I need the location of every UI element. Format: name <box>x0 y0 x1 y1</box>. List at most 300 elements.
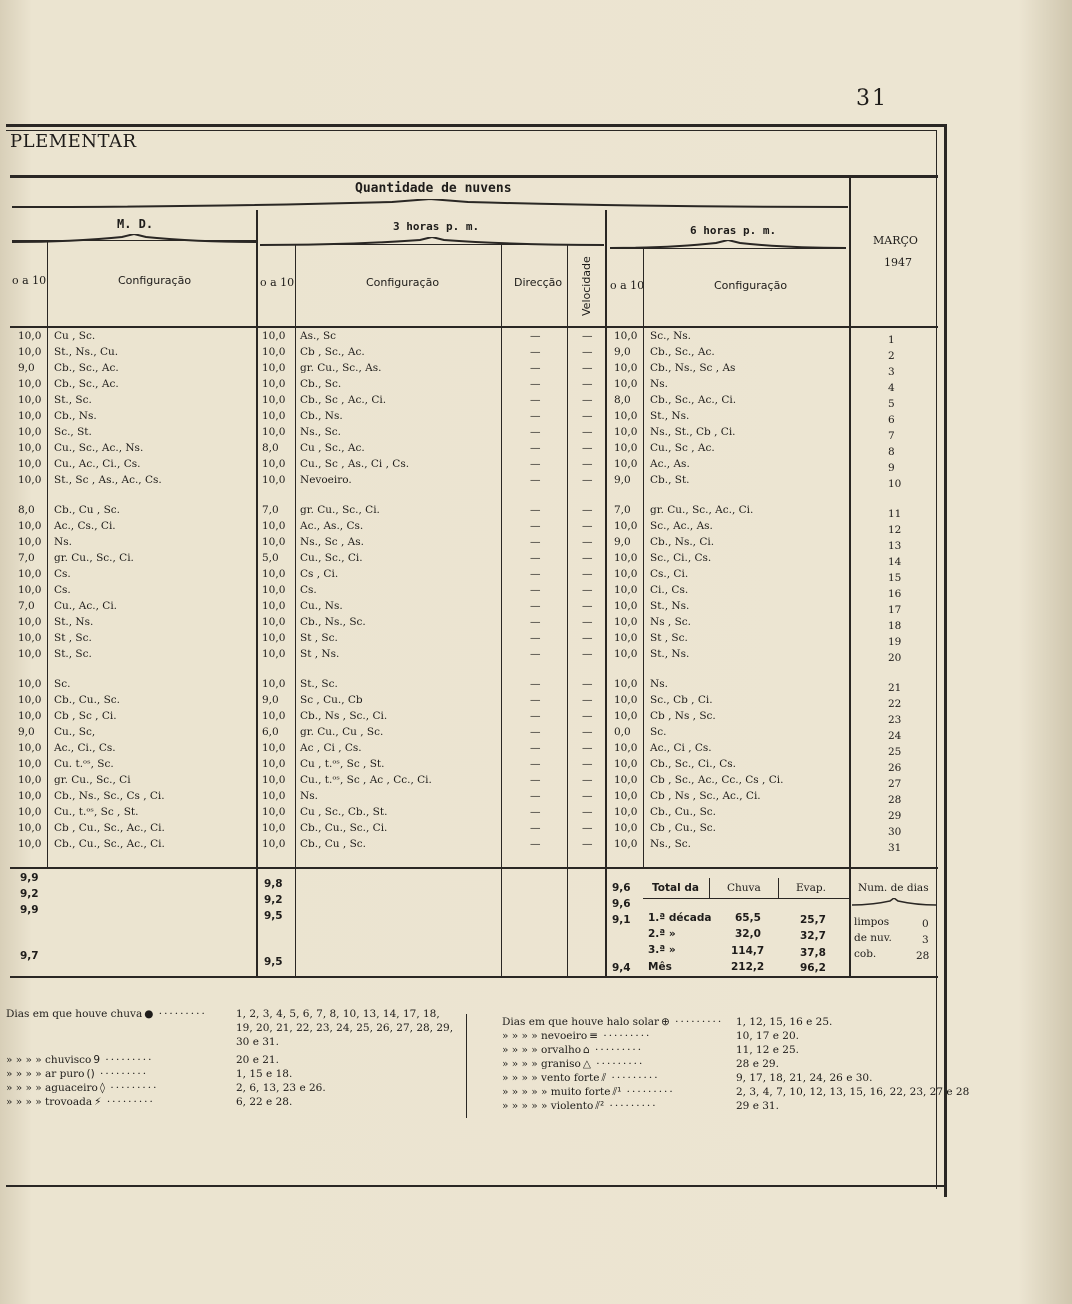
leader-dots: ········· <box>590 1058 645 1070</box>
md-value: 10,0 <box>18 806 42 818</box>
table-row <box>0 474 940 490</box>
velocidade-value: — <box>582 726 593 738</box>
decada-3-evap: 37,8 <box>800 947 826 959</box>
md-config: Cu., Ac., Ci., Cs. <box>54 458 141 470</box>
direccao-value: — <box>530 504 541 516</box>
h6-value: 10,0 <box>614 378 638 390</box>
table-row <box>0 600 940 616</box>
velocidade-value: — <box>582 474 593 486</box>
h3-config: gr. Cu., Sc., As. <box>300 362 382 374</box>
day-number: 18 <box>888 620 902 632</box>
h6-value: 10,0 <box>614 694 638 706</box>
limpos-label: limpos <box>854 916 890 928</box>
h6-config: Ns., Sc. <box>650 838 692 850</box>
table-row <box>0 426 940 442</box>
md-config: St., Ns., Cu. <box>54 346 119 358</box>
h3-value: 10,0 <box>262 536 286 548</box>
h6-value: 10,0 <box>614 600 638 612</box>
md-value: 10,0 <box>18 584 42 596</box>
weather-symbol-icon: ● <box>144 1008 154 1020</box>
md-config: Cb., Ns., Sc., Cs , Ci. <box>54 790 165 802</box>
h3-scale-header: o a 10 <box>260 276 295 289</box>
h6-value: 10,0 <box>614 362 638 374</box>
footnote-label-text: » » » » » violento <box>502 1100 594 1112</box>
mes-chuva: 212,2 <box>731 961 765 973</box>
decada-2-evap: 32,7 <box>800 930 826 942</box>
table-row <box>0 790 940 806</box>
h6-config: Ac., Ci , Cs. <box>650 742 712 754</box>
velocidade-value: — <box>582 774 593 786</box>
group-brace <box>12 199 848 209</box>
velocidade-value: — <box>582 520 593 532</box>
footnote-label <box>502 1030 651 1042</box>
footnote-days: 10, 17 e 20. <box>736 1030 799 1042</box>
h3-value: 10,0 <box>262 410 286 422</box>
md-config: Cu., Sc., Ac., Ns. <box>54 442 144 454</box>
num-dias-brace <box>852 898 936 908</box>
day-number: 1 <box>888 334 895 346</box>
h3-config: gr. Cu., Sc., Ci. <box>300 504 380 516</box>
h6-config: Cs., Ci. <box>650 568 689 580</box>
table-row <box>0 648 940 664</box>
direccao-value: — <box>530 378 541 390</box>
md-config: Cb , Sc , Ci. <box>54 710 117 722</box>
h3-value: 10,0 <box>262 474 286 486</box>
weather-symbol-icon: () <box>86 1068 95 1080</box>
velocidade-value: — <box>582 552 593 564</box>
direccao-header: Direcção <box>514 276 563 289</box>
h6-config: Cb., Cu., Sc. <box>650 806 716 818</box>
h3-value: 7,0 <box>262 504 279 516</box>
md-value: 7,0 <box>18 552 35 564</box>
velocidade-value: — <box>582 678 593 690</box>
table-row <box>0 710 940 726</box>
table-row <box>0 742 940 758</box>
h3-config: Cu., t.ᵒˢ, Sc , Ac , Cc., Ci. <box>300 774 432 786</box>
velocidade-value: — <box>582 362 593 374</box>
h3-config: Cs , Ci. <box>300 568 339 580</box>
footnote-days: 29 e 31. <box>736 1100 779 1112</box>
direccao-value: — <box>530 648 541 660</box>
num-dias-label: Num. de dias <box>858 882 929 894</box>
md-config: Cu. t.ᵒˢ, Sc. <box>54 758 114 770</box>
h3-value: 10,0 <box>262 838 286 850</box>
md-config: Sc., St. <box>54 426 92 438</box>
day-number: 2 <box>888 350 895 362</box>
md-brace <box>12 234 256 244</box>
md-config: Cb., Cu., Sc. <box>54 694 120 706</box>
velocidade-value: — <box>582 838 593 850</box>
footnote-days: 19, 20, 21, 22, 23, 24, 25, 26, 27, 28, 29, <box>236 1022 454 1034</box>
h3-value: 10,0 <box>262 520 286 532</box>
table-row <box>0 520 940 536</box>
direccao-value: — <box>530 458 541 470</box>
footnote-days: 9, 17, 18, 21, 24, 26 e 30. <box>736 1072 873 1084</box>
direccao-value: — <box>530 520 541 532</box>
table-row <box>0 410 940 426</box>
h6-summary-3: 9,1 <box>612 914 631 926</box>
md-config: Ns. <box>54 536 72 548</box>
direccao-value: — <box>530 616 541 628</box>
day-number: 15 <box>888 572 902 584</box>
weather-symbol-icon: ⊕ <box>661 1016 670 1028</box>
header-bottom-rule <box>10 326 938 328</box>
direccao-value: — <box>530 568 541 580</box>
leader-dots: ········· <box>606 1072 660 1084</box>
data-bottom-rule <box>10 867 938 869</box>
md-value: 10,0 <box>18 694 42 706</box>
h3-config: Cs. <box>300 584 317 596</box>
day-number: 4 <box>888 382 895 394</box>
footnote-label <box>6 1054 153 1066</box>
table-row <box>0 346 940 362</box>
md-config: Cu., Sc, <box>54 726 96 738</box>
year-label: 1947 <box>884 256 912 269</box>
h3-config: Cu., Sc , As., Ci , Cs. <box>300 458 410 470</box>
velocidade-value: — <box>582 346 593 358</box>
md-value: 10,0 <box>18 474 42 486</box>
h6-value: 10,0 <box>614 742 638 754</box>
h6-config: Ns , Sc. <box>650 616 692 628</box>
footnote-days: 6, 22 e 28. <box>236 1096 293 1108</box>
footnote-label-text: » » » » vento forte <box>502 1072 600 1084</box>
footnote-label-text: » » » » graniso <box>502 1058 581 1070</box>
md-config: Cb., Ns. <box>54 410 97 422</box>
day-number: 13 <box>888 540 902 552</box>
leader-dots: ········· <box>621 1086 675 1098</box>
h3-title: 3 horas p. m. <box>393 220 480 233</box>
table-row <box>0 536 940 552</box>
h3-config: Ns. <box>300 790 318 802</box>
h6-value: 8,0 <box>614 394 631 406</box>
velocidade-value: — <box>582 330 593 342</box>
md-value: 10,0 <box>18 330 42 342</box>
day-number: 29 <box>888 810 902 822</box>
h6-value: 10,0 <box>614 838 638 850</box>
footnote-label <box>502 1058 644 1070</box>
footnote-label <box>502 1072 660 1085</box>
footnote-label <box>502 1016 723 1028</box>
day-number: 25 <box>888 746 902 758</box>
md-config: Ac., Ci., Cs. <box>54 742 116 754</box>
h6-scale-header: o a 10 <box>610 279 645 292</box>
table-row <box>0 806 940 822</box>
day-number: 21 <box>888 682 902 694</box>
day-number: 20 <box>888 652 902 664</box>
md-config: gr. Cu., Sc., Ci. <box>54 552 134 564</box>
table-row <box>0 584 940 600</box>
h6-config: Ns. <box>650 378 668 390</box>
decada-3-label: 3.ª » <box>648 944 676 956</box>
md-config: Cb., Cu., Sc., Ac., Ci. <box>54 838 165 850</box>
h3-value: 10,0 <box>262 758 286 770</box>
direccao-value: — <box>530 758 541 770</box>
md-config: Cb., Sc., Ac. <box>54 362 119 374</box>
h6-config: Cb., Sc., Ac. <box>650 346 715 358</box>
table-top-rule <box>10 175 938 178</box>
h6-value: 10,0 <box>614 410 638 422</box>
direccao-value: — <box>530 426 541 438</box>
direccao-value: — <box>530 790 541 802</box>
velocidade-value: — <box>582 822 593 834</box>
direccao-value: — <box>530 822 541 834</box>
chuva-label: Chuva <box>727 882 761 894</box>
velocidade-value: — <box>582 694 593 706</box>
table-row <box>0 726 940 742</box>
velocidade-value: — <box>582 790 593 802</box>
h3-summary-month: 9,5 <box>264 956 283 968</box>
h3-value: 10,0 <box>262 600 286 612</box>
velocidade-value: — <box>582 394 593 406</box>
table-row <box>0 838 940 854</box>
md-config: Cb , Cu., Sc., Ac., Ci. <box>54 822 165 834</box>
table-row <box>0 822 940 838</box>
h6-title: 6 horas p. m. <box>690 224 777 237</box>
h6-value: 10,0 <box>614 648 638 660</box>
table-row <box>0 758 940 774</box>
md-value: 7,0 <box>18 600 35 612</box>
velocidade-value: — <box>582 806 593 818</box>
h6-value: 10,0 <box>614 710 638 722</box>
day-number: 6 <box>888 414 895 426</box>
h6-config: Sc., Ci., Cs. <box>650 552 712 564</box>
day-number: 10 <box>888 478 902 490</box>
h3-config: Ac., As., Cs. <box>300 520 364 532</box>
md-value: 9,0 <box>18 726 35 738</box>
direccao-value: — <box>530 394 541 406</box>
velocidade-value: — <box>582 378 593 390</box>
h3-config: Cb., Ns. <box>300 410 343 422</box>
decada-1-evap: 25,7 <box>800 914 826 926</box>
h6-value: 9,0 <box>614 474 631 486</box>
md-value: 10,0 <box>18 394 42 406</box>
md-value: 10,0 <box>18 442 42 454</box>
h3-config: Ns., Sc. <box>300 426 342 438</box>
h3-value: 10,0 <box>262 330 286 342</box>
velocidade-value: — <box>582 742 593 754</box>
h6-config: gr. Cu., Sc., Ac., Ci. <box>650 504 754 516</box>
h3-config: Ns., Sc , As. <box>300 536 364 548</box>
direccao-value: — <box>530 584 541 596</box>
footnote-label-text: » » » » orvalho <box>502 1044 582 1056</box>
md-value: 10,0 <box>18 378 42 390</box>
footnote-days: 20 e 21. <box>236 1054 279 1066</box>
footnote-days: 1, 2, 3, 4, 5, 6, 7, 8, 10, 13, 14, 17, 18, <box>236 1008 440 1020</box>
table-row <box>0 552 940 568</box>
footnote-label-text: » » » » nevoeiro <box>502 1030 588 1042</box>
leader-dots: ········· <box>589 1044 644 1056</box>
md-value: 10,0 <box>18 648 42 660</box>
h3-config: St., Sc. <box>300 678 338 690</box>
h6-value: 9,0 <box>614 346 631 358</box>
footnote-label <box>6 1096 155 1108</box>
velocidade-value: — <box>582 648 593 660</box>
velocidade-value: — <box>582 504 593 516</box>
md-summary-2: 9,2 <box>20 888 39 900</box>
h3-value: 10,0 <box>262 458 286 470</box>
footnote-label-text: » » » » chuvisco <box>6 1054 92 1066</box>
md-value: 10,0 <box>18 632 42 644</box>
table-row <box>0 330 940 346</box>
leader-dots: ········· <box>153 1008 207 1020</box>
md-config: Cb., Cu , Sc. <box>54 504 120 516</box>
leader-dots: ········· <box>598 1030 652 1042</box>
h3-value: 10,0 <box>262 394 286 406</box>
h3-value: 10,0 <box>262 774 286 786</box>
md-value: 10,0 <box>18 838 42 850</box>
day-number: 24 <box>888 730 902 742</box>
summary-divider <box>709 878 710 898</box>
h6-config: Cb., Ns., Sc , As <box>650 362 736 374</box>
h6-config: St., Ns. <box>650 410 690 422</box>
leader-dots: ········· <box>604 1100 658 1112</box>
md-value: 10,0 <box>18 774 42 786</box>
md-config: Cs. <box>54 568 71 580</box>
day-number: 5 <box>888 398 895 410</box>
md-value: 10,0 <box>18 822 42 834</box>
h6-config: Ns., St., Cb , Ci. <box>650 426 736 438</box>
h3-value: 10,0 <box>262 632 286 644</box>
footnote-label-text: Dias em que houve chuva <box>6 1008 143 1020</box>
footnote-label <box>6 1008 207 1020</box>
direccao-value: — <box>530 330 541 342</box>
day-number: 14 <box>888 556 902 568</box>
h3-config: Cu , Sc., Ac. <box>300 442 365 454</box>
denuv-value: 3 <box>922 934 929 946</box>
footnote-days: 1, 15 e 18. <box>236 1068 293 1080</box>
h6-config: St., Ns. <box>650 648 690 660</box>
md-title: M. D. <box>117 217 154 231</box>
h6-summary-2: 9,6 <box>612 898 631 910</box>
h6-value: 10,0 <box>614 552 638 564</box>
total-label: Total da <box>652 882 699 894</box>
decada-2-chuva: 32,0 <box>735 928 761 940</box>
md-config: Cu., Ac., Ci. <box>54 600 118 612</box>
h6-summary-1: 9,6 <box>612 882 631 894</box>
velocidade-value: — <box>582 632 593 644</box>
md-config: St., Sc , As., Ac., Cs. <box>54 474 162 486</box>
footnote-label <box>502 1044 643 1056</box>
h3-summary-1: 9,8 <box>264 878 283 890</box>
h3-config: Ac , Ci , Cs. <box>300 742 362 754</box>
table-row <box>0 504 940 520</box>
h3-brace <box>260 237 604 247</box>
md-summary-3: 9,9 <box>20 904 39 916</box>
footnote-label-text: Dias em que houve halo solar <box>502 1016 660 1028</box>
table-row <box>0 458 940 474</box>
h3-value: 10,0 <box>262 822 286 834</box>
day-number: 8 <box>888 446 895 458</box>
md-config: Cb., Sc., Ac. <box>54 378 119 390</box>
footnote-days: 2, 6, 13, 23 e 26. <box>236 1082 326 1094</box>
decada-3-chuva: 114,7 <box>731 945 765 957</box>
day-number: 26 <box>888 762 902 774</box>
h6-config: Sc., Cb , Ci. <box>650 694 713 706</box>
day-number: 22 <box>888 698 902 710</box>
md-summary-1: 9,9 <box>20 872 39 884</box>
h3-value: 10,0 <box>262 710 286 722</box>
h6-value: 10,0 <box>614 584 638 596</box>
md-config: Cu , Sc. <box>54 330 96 342</box>
direccao-value: — <box>530 552 541 564</box>
velocidade-value: — <box>582 616 593 628</box>
h3-config-header: Configuração <box>366 276 440 289</box>
velocidade-value: — <box>582 442 593 454</box>
direccao-value: — <box>530 600 541 612</box>
md-value: 10,0 <box>18 710 42 722</box>
direccao-value: — <box>530 838 541 850</box>
md-config: St., Ns. <box>54 616 94 628</box>
footnote-label-text: » » » » aguaceiro <box>6 1082 98 1094</box>
md-value: 10,0 <box>18 410 42 422</box>
md-value: 10,0 <box>18 536 42 548</box>
day-number: 16 <box>888 588 902 600</box>
h6-value: 9,0 <box>614 536 631 548</box>
h6-config: Cb., Sc., Ci., Cs. <box>650 758 737 770</box>
h3-value: 10,0 <box>262 568 286 580</box>
footnote-days: 11, 12 e 25. <box>736 1044 799 1056</box>
footnote-label-text: » » » » ar puro <box>6 1068 85 1080</box>
h3-config: gr. Cu., Cu , Sc. <box>300 726 384 738</box>
day-number: 28 <box>888 794 902 806</box>
md-config: gr. Cu., Sc., Ci <box>54 774 131 786</box>
h6-value: 10,0 <box>614 616 638 628</box>
h6-value: 10,0 <box>614 520 638 532</box>
velocidade-value: — <box>582 758 593 770</box>
mes-evap: 96,2 <box>800 962 826 974</box>
h3-config: Cb., Ns , Sc., Ci. <box>300 710 388 722</box>
md-value: 10,0 <box>18 790 42 802</box>
md-summary-month: 9,7 <box>20 950 39 962</box>
summary-divider <box>778 878 779 898</box>
weather-symbol-icon: ◊ <box>99 1082 106 1094</box>
velocidade-value: — <box>582 536 593 548</box>
md-value: 10,0 <box>18 568 42 580</box>
footnote-days: 2, 3, 4, 7, 10, 12, 13, 15, 16, 22, 23, 27 e 28 <box>736 1086 970 1098</box>
md-config: Cs. <box>54 584 71 596</box>
h3-value: 10,0 <box>262 806 286 818</box>
velocidade-value: — <box>582 568 593 580</box>
h3-config: Sc , Cu., Cb <box>300 694 363 706</box>
weather-symbol-icon: ⚡ <box>94 1096 102 1108</box>
limpos-value: 0 <box>922 918 929 930</box>
md-subhead-rule <box>12 240 256 241</box>
h3-value: 10,0 <box>262 584 286 596</box>
table-row <box>0 568 940 584</box>
h3-config: St , Ns. <box>300 648 340 660</box>
footnote-label-text: » » » » trovoada <box>6 1096 93 1108</box>
md-value: 10,0 <box>18 678 42 690</box>
weather-symbol-icon: ⫽² <box>595 1100 605 1112</box>
h3-value: 10,0 <box>262 790 286 802</box>
cob-value: 28 <box>916 950 930 962</box>
h6-config: Cb., Ns., Ci. <box>650 536 715 548</box>
footnote-days: 1, 12, 15, 16 e 25. <box>736 1016 833 1028</box>
direccao-value: — <box>530 774 541 786</box>
page-number: 31 <box>856 86 888 111</box>
table-row <box>0 394 940 410</box>
h6-value: 10,0 <box>614 806 638 818</box>
h6-value: 10,0 <box>614 426 638 438</box>
h6-config: St , Sc. <box>650 632 688 644</box>
group-title: Quantidade de nuvens <box>355 181 512 196</box>
h3-config: St , Sc. <box>300 632 338 644</box>
table-row <box>0 774 940 790</box>
h3-config: Cb., Cu., Sc., Ci. <box>300 822 388 834</box>
section-title: PLEMENTAR <box>10 131 137 152</box>
velocidade-value: — <box>582 410 593 422</box>
h6-value: 10,0 <box>614 568 638 580</box>
